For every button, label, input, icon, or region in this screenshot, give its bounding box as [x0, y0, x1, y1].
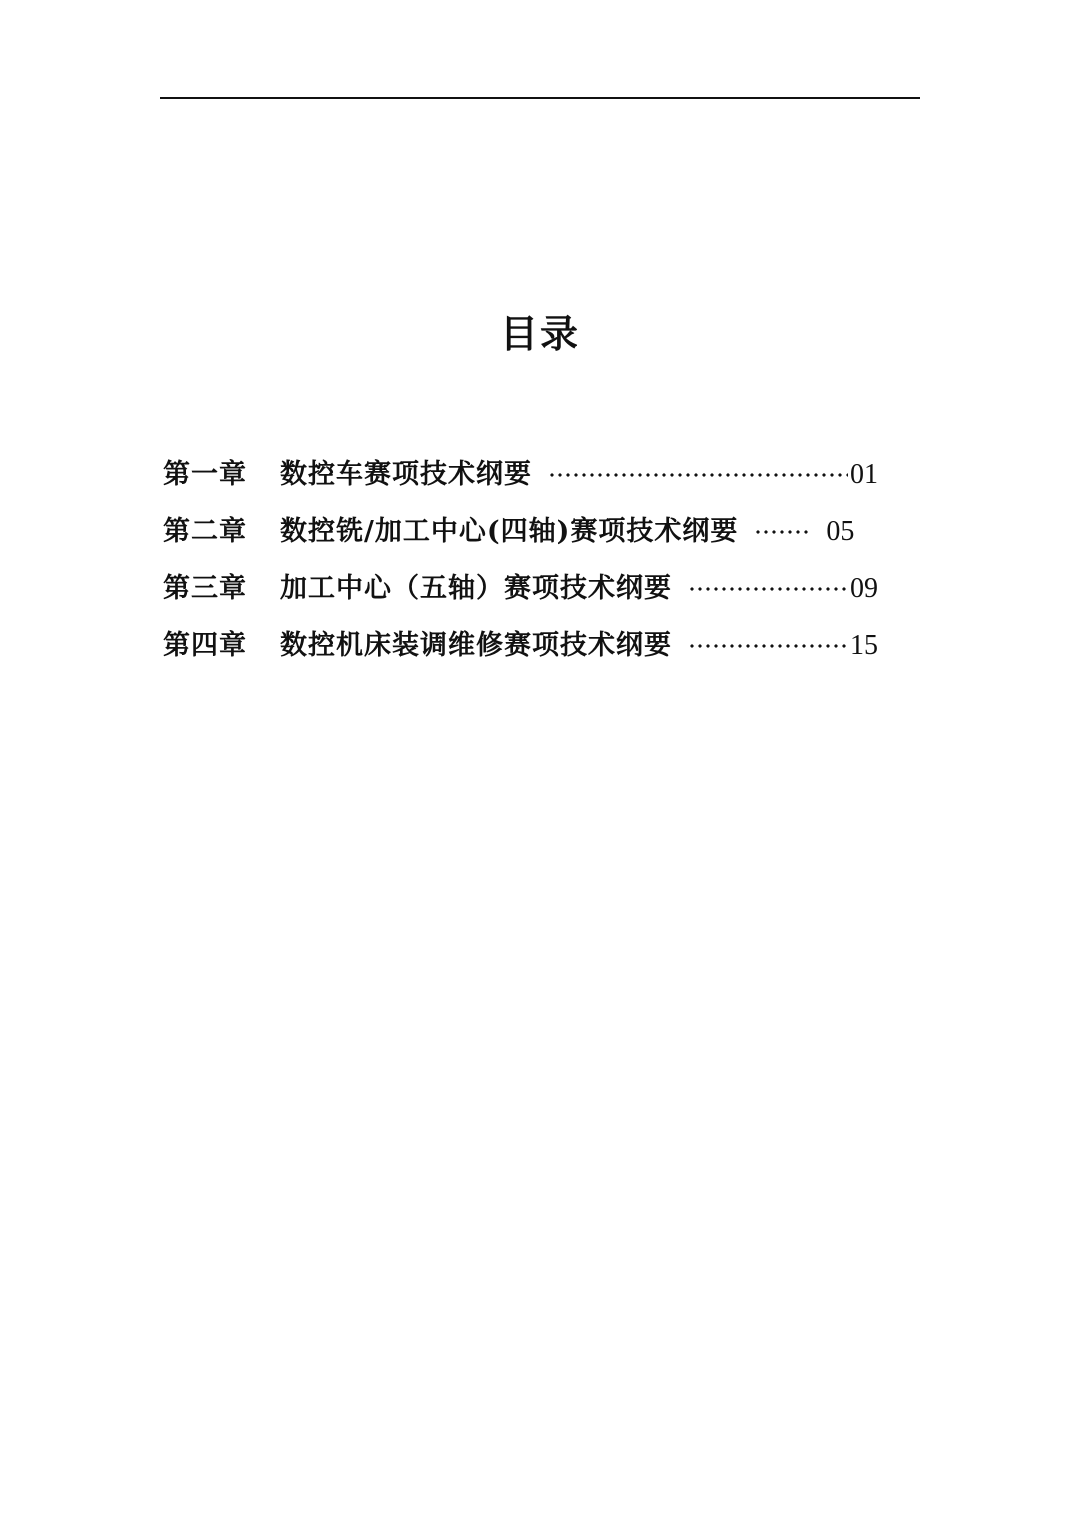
toc-entry[interactable]: [163, 446, 878, 503]
toc-entry[interactable]: [163, 503, 878, 560]
toc-entry-title: 数控车赛项技术纲要: [280, 459, 532, 490]
toc-chapter-label: 第二章: [163, 516, 247, 547]
toc-chapter-label: 第三章: [163, 573, 247, 604]
toc-page-number: 01: [850, 459, 878, 490]
toc-dot-leader: [688, 644, 848, 648]
toc-chapter-label: 第一章: [163, 459, 247, 490]
toc-entry-title: 加工中心（五轴）赛项技术纲要: [280, 573, 672, 604]
toc-dot-leader: [688, 587, 848, 591]
toc-entry[interactable]: [163, 617, 878, 674]
header-rule: [160, 97, 920, 99]
toc-entry[interactable]: [163, 560, 878, 617]
toc-chapter-label: 第四章: [163, 630, 247, 661]
toc-dot-leader: [754, 530, 812, 534]
toc-dot-leader: [548, 473, 848, 477]
toc-entry-title: 数控机床装调维修赛项技术纲要: [280, 630, 672, 661]
toc-page-number: 09: [850, 573, 878, 604]
toc-page-number: 05: [826, 516, 855, 547]
toc-page-number: 15: [850, 630, 878, 661]
toc-entry-title: 数控铣/加工中心(四轴)赛项技术纲要: [280, 516, 739, 547]
page-title: 目录: [499, 311, 580, 356]
table-of-contents: [163, 446, 878, 674]
